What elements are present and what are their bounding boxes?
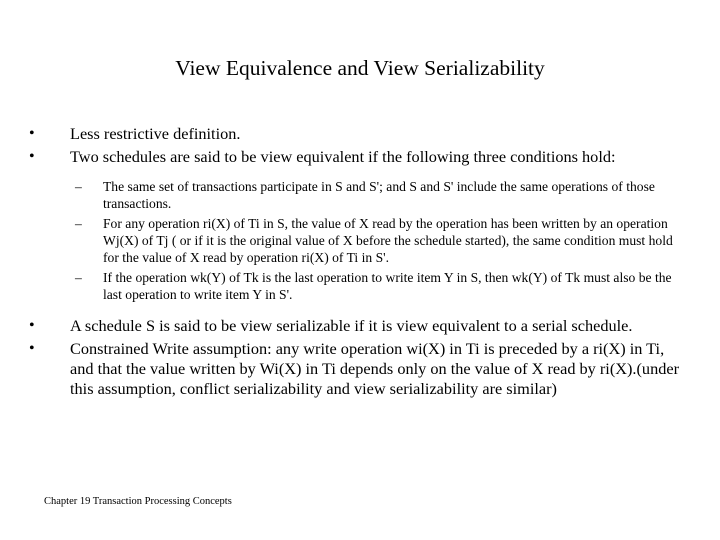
dash-marker: –: [75, 216, 82, 231]
sub-item: [27, 178, 687, 212]
sub-item: [27, 215, 687, 266]
bullet-marker: •: [29, 317, 35, 334]
bullet-marker: •: [29, 340, 35, 357]
bullet-text: Less restrictive definition.: [70, 124, 241, 143]
bullet-marker: •: [29, 148, 35, 165]
bullet-item: [27, 316, 687, 336]
sub-item: [27, 269, 687, 303]
sub-item-text: For any operation ri(X) of Ti in S, the value of X read by the operation has been written by an operation Wj(X) of Tj ( or if it is the original value of X before the schedule started), the same condition must hold for the value of X read by operation ri(X) of Ti in S'.: [103, 216, 673, 265]
bullet-text: Constrained Write assumption: any write operation wi(X) in Ti is preceded by a ri(X) in Ti, and that the value written by Wi(X) in Ti depends only on the value of X read by ri(X).(under this assumption, conflict serializability and view serializability are similar): [70, 339, 679, 398]
dash-marker: –: [75, 179, 82, 194]
sub-item-text: The same set of transactions participate in S and S'; and S and S' include the same operations of those transactions.: [103, 179, 655, 211]
bullet-text: Two schedules are said to be view equivalent if the following three conditions hold:: [70, 147, 616, 166]
slide-body: [27, 124, 687, 399]
bullet-item: [27, 147, 687, 167]
bullet-marker: •: [29, 125, 35, 142]
slide-title: View Equivalence and View Serializability: [175, 56, 545, 80]
sub-item-text: If the operation wk(Y) of Tk is the last operation to write item Y in S, then wk(Y) of Tk must also be the last operation to write item Y in S'.: [103, 270, 672, 302]
dash-marker: –: [75, 270, 82, 285]
bullet-item: [27, 339, 687, 399]
bullet-text: A schedule S is said to be view serializable if it is view equivalent to a serial schedule.: [70, 316, 633, 335]
bullet-item: [27, 124, 687, 144]
slide-footer: Chapter 19 Transaction Processing Concepts: [44, 496, 232, 507]
